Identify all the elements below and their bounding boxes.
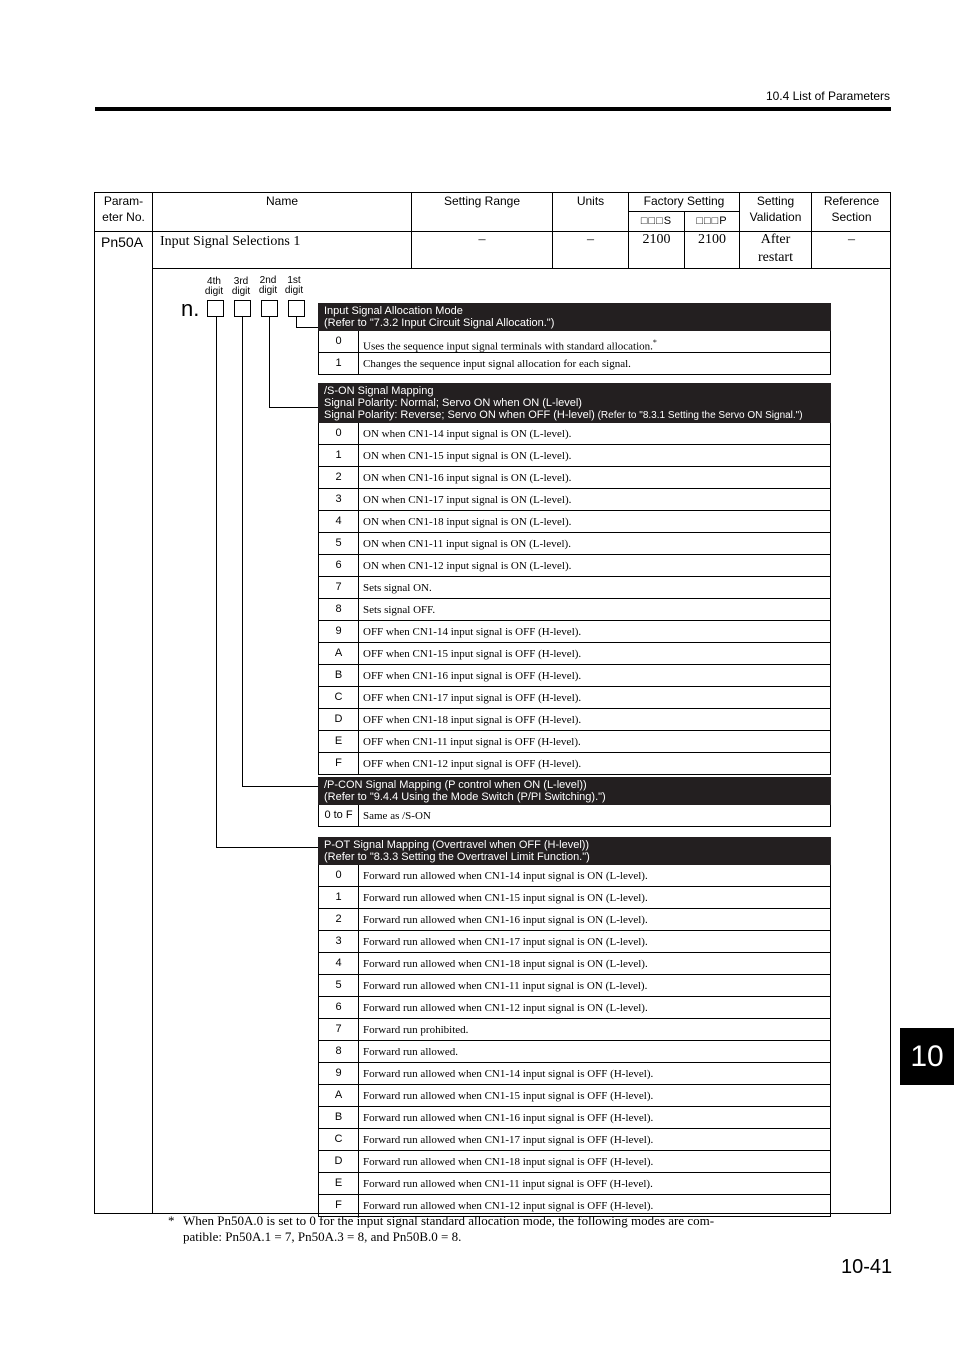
option-desc: ON when CN1-11 input signal is ON (L-level). — [363, 538, 571, 550]
option-key: 9 — [319, 621, 359, 642]
option-key: C — [319, 687, 359, 708]
option-desc: Forward run allowed when CN1-17 input signal is OFF (H-level). — [363, 1134, 654, 1146]
option-key: B — [319, 665, 359, 686]
header-validation-line2: Validation — [749, 210, 802, 224]
option-row — [318, 887, 831, 909]
option-row — [318, 1041, 831, 1063]
param-number: Pn50A — [101, 234, 144, 250]
option-list — [318, 423, 831, 775]
option-desc: OFF when CN1-12 input signal is OFF (H-level). — [363, 758, 582, 770]
option-key: 7 — [319, 1019, 359, 1040]
option-row — [318, 467, 831, 489]
option-desc: Forward run allowed when CN1-12 input signal is OFF (H-level). — [363, 1200, 654, 1212]
block-header — [318, 777, 831, 805]
header-reference-line2: Section — [831, 210, 872, 224]
header-name: Name — [265, 194, 298, 208]
header-units: Units — [576, 194, 605, 208]
option-key: 4 — [319, 511, 359, 532]
option-key: 5 — [319, 533, 359, 554]
column-divider — [152, 193, 153, 1213]
option-desc: Forward run allowed when CN1-14 input signal is OFF (H-level). — [363, 1068, 654, 1080]
option-desc: ON when CN1-16 input signal is ON (L-level). — [363, 472, 572, 484]
connector-1st — [296, 327, 318, 328]
factory-s-value: 2100 — [642, 232, 671, 247]
option-row — [318, 909, 831, 931]
option-desc: Forward run allowed when CN1-11 input signal is ON (L-level). — [363, 980, 648, 992]
option-row — [318, 731, 831, 753]
option-row — [318, 423, 831, 445]
header-setting-validation — [740, 193, 811, 225]
option-row — [318, 621, 831, 643]
validation-line2: restart — [758, 250, 793, 265]
option-desc: OFF when CN1-17 input signal is OFF (H-level). — [363, 692, 582, 704]
option-key: 6 — [319, 997, 359, 1018]
option-desc: Sets signal OFF. — [363, 604, 436, 616]
footnote-line: patible: Pn50A.1 = 7, Pn50A.3 = 8, and Pn50B.0 = 8. — [183, 1229, 462, 1244]
connector-1st — [296, 317, 297, 327]
digit-label-text: 4th — [207, 276, 221, 287]
header-factory-p: □□□P — [696, 215, 728, 227]
digit-label-text: 1st — [287, 275, 301, 286]
option-key: F — [319, 1195, 359, 1216]
option-desc: Forward run allowed. — [363, 1046, 459, 1058]
block-pcon-mapping — [318, 777, 831, 827]
option-row — [318, 665, 831, 687]
option-desc: Forward run prohibited. — [363, 1024, 469, 1036]
digit-label-text: digit — [284, 285, 304, 296]
block-title-line: Signal Polarity: Normal; Servo ON when ON (L-level) — [324, 397, 582, 409]
option-key: 0 — [319, 865, 359, 886]
connector-2nd — [269, 407, 318, 408]
option-row — [318, 1173, 831, 1195]
block-header — [318, 303, 831, 331]
option-desc: Forward run allowed when CN1-11 input signal is OFF (H-level). — [363, 1178, 653, 1190]
option-key: 1 — [319, 887, 359, 908]
option-desc: OFF when CN1-16 input signal is OFF (H-level). — [363, 670, 582, 682]
option-row — [318, 599, 831, 621]
option-key: 2 — [319, 467, 359, 488]
digit-label-text: digit — [231, 286, 251, 297]
option-key: B — [319, 1107, 359, 1128]
header-rule — [95, 107, 891, 111]
option-desc: ON when CN1-14 input signal is ON (L-level). — [363, 428, 572, 440]
header-param-no — [95, 193, 152, 225]
digit-label-4th — [202, 277, 226, 297]
digit-box-1st — [288, 300, 305, 317]
option-key: A — [319, 643, 359, 664]
chapter-tab: 10 — [900, 1028, 954, 1085]
block-title-ref: (Refer to "7.3.2 Input Circuit Signal Allocation.") — [324, 317, 555, 329]
option-desc: OFF when CN1-15 input signal is OFF (H-level). — [363, 648, 582, 660]
block-title-ref: (Refer to "9.4.4 Using the Mode Switch (P/PI Switching).") — [324, 791, 606, 803]
connector-3rd — [242, 786, 318, 787]
option-key: 0 to F — [319, 805, 359, 826]
connector-3rd — [242, 317, 243, 787]
option-desc: Changes the sequence input signal allocation for each signal. — [363, 358, 631, 370]
header-factory-setting: Factory Setting — [643, 194, 725, 208]
option-row — [318, 1107, 831, 1129]
digit-prefix: n. — [181, 296, 200, 321]
option-key: 8 — [319, 599, 359, 620]
block-header — [318, 383, 831, 423]
option-key: 0 — [319, 331, 359, 352]
digit-label-1st — [282, 276, 306, 296]
option-row — [318, 865, 831, 887]
validation-value — [740, 231, 811, 267]
block-title: Input Signal Allocation Mode — [324, 305, 463, 317]
option-key: 5 — [319, 975, 359, 996]
footnote — [168, 1213, 808, 1245]
option-key: D — [319, 1151, 359, 1172]
option-key: 4 — [319, 953, 359, 974]
digit-label-2nd — [256, 276, 280, 296]
option-key: 3 — [319, 489, 359, 510]
option-key: D — [319, 709, 359, 730]
option-key: 9 — [319, 1063, 359, 1084]
option-row — [318, 1063, 831, 1085]
digit-label-text: digit — [204, 286, 224, 297]
option-key: 2 — [319, 909, 359, 930]
block-header — [318, 837, 831, 865]
option-row — [318, 1085, 831, 1107]
header-setting-range: Setting Range — [443, 194, 521, 208]
option-desc: Forward run allowed when CN1-16 input signal is OFF (H-level). — [363, 1112, 654, 1124]
option-desc: OFF when CN1-11 input signal is OFF (H-level). — [363, 736, 581, 748]
option-desc: Forward run allowed when CN1-17 input signal is ON (L-level). — [363, 936, 648, 948]
block-title: /P-CON Signal Mapping (P control when ON (L-level)) — [324, 779, 587, 791]
option-key: E — [319, 731, 359, 752]
option-key: 3 — [319, 931, 359, 952]
header-param-no-line2: eter No. — [102, 210, 145, 224]
option-row — [318, 1151, 831, 1173]
option-desc: OFF when CN1-18 input signal is OFF (H-level). — [363, 714, 582, 726]
option-desc: ON when CN1-15 input signal is ON (L-level). — [363, 450, 572, 462]
section-header: 10.4 List of Parameters — [765, 89, 890, 103]
option-key: 0 — [319, 423, 359, 444]
footnote-marker: * — [168, 1213, 175, 1228]
option-row — [318, 1019, 831, 1041]
option-row — [318, 353, 831, 375]
option-key: F — [319, 753, 359, 774]
option-row — [318, 643, 831, 665]
option-key: C — [319, 1129, 359, 1150]
setting-range-value: – — [478, 232, 486, 247]
option-row — [318, 533, 831, 555]
option-desc: Sets signal ON. — [363, 582, 432, 594]
option-key: E — [319, 1173, 359, 1194]
block-pot-mapping — [318, 837, 831, 1217]
option-desc-text: Uses the sequence input signal terminals with standard allocation. — [363, 340, 653, 353]
block-title: P-OT Signal Mapping (Overtravel when OFF (H-level)) — [324, 839, 590, 851]
block-allocation-mode — [318, 303, 831, 375]
option-row — [318, 555, 831, 577]
option-desc: Forward run allowed when CN1-18 input signal is ON (L-level). — [363, 958, 648, 970]
option-row — [318, 489, 831, 511]
connector-4th — [216, 317, 217, 848]
header-param-no-line1: Param- — [103, 194, 144, 208]
row-divider — [152, 268, 890, 269]
option-desc: ON when CN1-18 input signal is ON (L-level). — [363, 516, 572, 528]
option-key: 6 — [319, 555, 359, 576]
param-name: Input Signal Selections 1 — [160, 234, 301, 249]
option-desc: Forward run allowed when CN1-15 input signal is OFF (H-level). — [363, 1090, 654, 1102]
option-row — [318, 709, 831, 731]
factory-p-value: 2100 — [698, 232, 726, 247]
reference-value: – — [848, 232, 855, 247]
option-row — [318, 687, 831, 709]
option-row — [318, 931, 831, 953]
option-row — [318, 511, 831, 533]
block-title-line — [324, 409, 825, 422]
option-row — [318, 805, 831, 827]
option-list — [318, 865, 831, 1217]
option-key: 1 — [319, 445, 359, 466]
digit-label-text: digit — [258, 285, 278, 296]
header-factory-s: □□□S — [640, 215, 673, 227]
digit-label-text: 2nd — [259, 275, 277, 286]
option-desc: Forward run allowed when CN1-18 input signal is OFF (H-level). — [363, 1156, 654, 1168]
option-row — [318, 445, 831, 467]
option-key: 7 — [319, 577, 359, 598]
block-title-ref: (Refer to "8.3.1 Setting the Servo ON Signal.") — [594, 410, 803, 421]
row-divider — [629, 211, 740, 212]
block-title-ref: (Refer to "8.3.3 Setting the Overtravel Limit Function.") — [324, 851, 590, 863]
header-validation-line1: Setting — [756, 194, 795, 208]
option-desc: Forward run allowed when CN1-15 input signal is ON (L-level). — [363, 892, 648, 904]
option-desc: Forward run allowed when CN1-12 input signal is ON (L-level). — [363, 1002, 648, 1014]
header-reference-line1: Reference — [823, 194, 880, 208]
option-row — [318, 975, 831, 997]
digit-box-3rd — [234, 300, 251, 317]
option-row — [318, 953, 831, 975]
digit-box-4th — [207, 300, 224, 317]
option-desc: ON when CN1-12 input signal is ON (L-level). — [363, 560, 572, 572]
option-desc — [359, 331, 657, 352]
option-desc: OFF when CN1-14 input signal is OFF (H-level). — [363, 626, 582, 638]
footnote-line: When Pn50A.0 is set to 0 for the input signal standard allocation mode, the following modes are com- — [183, 1213, 715, 1228]
option-key: A — [319, 1085, 359, 1106]
option-key: 1 — [319, 353, 359, 374]
option-key: 8 — [319, 1041, 359, 1062]
option-desc: ON when CN1-17 input signal is ON (L-level). — [363, 494, 572, 506]
validation-line1: After — [760, 232, 791, 247]
block-title: /S-ON Signal Mapping — [324, 385, 434, 397]
connector-4th — [216, 847, 318, 848]
option-desc: Forward run allowed when CN1-16 input signal is ON (L-level). — [363, 914, 648, 926]
header-reference-section — [812, 193, 891, 225]
block-son-mapping — [318, 383, 831, 775]
footnote-marker: * — [652, 338, 657, 347]
option-desc: Forward run allowed when CN1-14 input signal is ON (L-level). — [363, 870, 648, 882]
option-row — [318, 753, 831, 775]
units-value: – — [587, 232, 594, 247]
option-row — [318, 1129, 831, 1151]
digit-label-3rd — [229, 277, 253, 297]
option-row — [318, 577, 831, 599]
page-number: 10-41 — [841, 1256, 893, 1278]
digit-box-2nd — [261, 300, 278, 317]
block-title-text: Signal Polarity: Reverse; Servo ON when OFF (H-level) — [324, 409, 595, 421]
option-row — [318, 997, 831, 1019]
option-desc: Same as /S-ON — [363, 810, 431, 822]
digit-label-text: 3rd — [233, 276, 249, 287]
option-row — [318, 331, 831, 353]
connector-2nd — [269, 317, 270, 408]
